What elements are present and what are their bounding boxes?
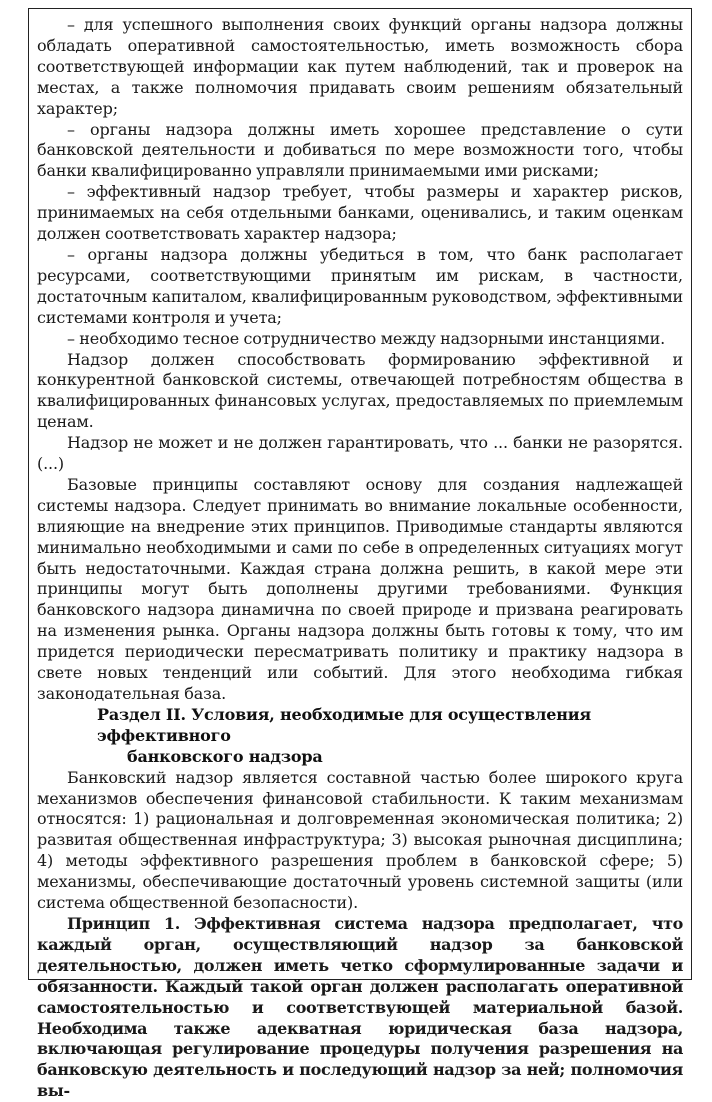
- principle-paragraph: Принцип 1. Эффективная система надзора предполагает, что каждый орган, осуществляющий надзор за банковской деятельностью, должен иметь четко сформулированные задачи и обязанности. Каждый такой орган должен располагать оперативной самостоятельностью и соответствующей материальной базой. Необходима также адекватная юридическая база надзора, включающая регулирование процедуры получения разрешения на банковскую деятельность и последующий надзор за ней; полномочия вы-: [37, 913, 683, 1101]
- section-heading-line-2: банковского надзора: [127, 746, 323, 766]
- body-paragraph-1: Надзор должен способствовать формированию эффективной и конкурентной банковской системы, отвечающей потребностям общества в квалифицированных финансовых услугах, предоставляемых по приемлемым ценам.: [37, 349, 683, 432]
- bullet-paragraph-2: – органы надзора должны иметь хорошее представление о сути банковской деятельности и добиваться по мере возможности того, чтобы банки квалифицированно управляли принимаемыми ими рисками;: [37, 119, 683, 181]
- section-heading-line-1: Раздел II. Условия, необходимые для осуществления эффективного: [97, 704, 592, 745]
- document-page: [28, 8, 692, 1101]
- bullet-paragraph-4: – органы надзора должны убедиться в том, что банк располагает ресурсами, соответствующими принятым им рискам, в частности, достаточным капиталом, квалифицированным руководством, эффективными системами контроля и учета;: [37, 244, 683, 327]
- bullet-paragraph-3: – эффективный надзор требует, чтобы размеры и характер рисков, принимаемых на себя отдельными банками, оценивались, и таким оценкам должен соответствовать характер надзора;: [37, 182, 683, 244]
- bullet-paragraph-1: – для успешного выполнения своих функций органы надзора должны обладать оперативной самостоятельностью, иметь возможность сбора соответствующей информации как путем наблюдений, так и проверок на местах, а также полномочия придавать своим решениям обязательный характер;: [37, 15, 683, 118]
- section-heading: [37, 705, 683, 768]
- section-paragraph: Банковский надзор является составной частью более широкого круга механизмов обеспечения финансовой стабильности. К таким механизмам относятся: 1) рациональная и долговременная экономическая политика; 2) развитая общественная инфраструктура; 3) высокая рыночная дисциплина; 4) методы эффективного разрешения проблем в банковской сфере; 5) механизмы, обеспечивающие достаточный уровень системной защиты (или система общественной безопасности).: [37, 767, 683, 913]
- body-paragraph-2: Надзор не может и не должен гарантировать, что ... банки не разорятся. (...): [37, 433, 683, 474]
- body-paragraph-3: Базовые принципы составляют основу для создания надлежащей системы надзора. Следует принимать во внимание локальные особенности, влияющие на внедрение этих принципов. Приводимые стандарты являются минимально необходимыми и сами по себе в определенных ситуациях могут быть недостаточными. Каждая страна должна решить, в какой мере эти принципы могут быть дополнены другими требованиями. Функция банковского надзора динамична по своей природе и призвана реагировать на изменения рынка. Органы надзора должны быть готовы к тому, что им придется периодически пересматривать политику и практику надзора в свете новых тенденций или событий. Для этого необходима гибкая законодательная база.: [37, 474, 683, 703]
- bullet-paragraph-5: – необходимо тесное сотрудничество между надзорными инстанциями.: [67, 328, 666, 348]
- document-body: [29, 15, 691, 1102]
